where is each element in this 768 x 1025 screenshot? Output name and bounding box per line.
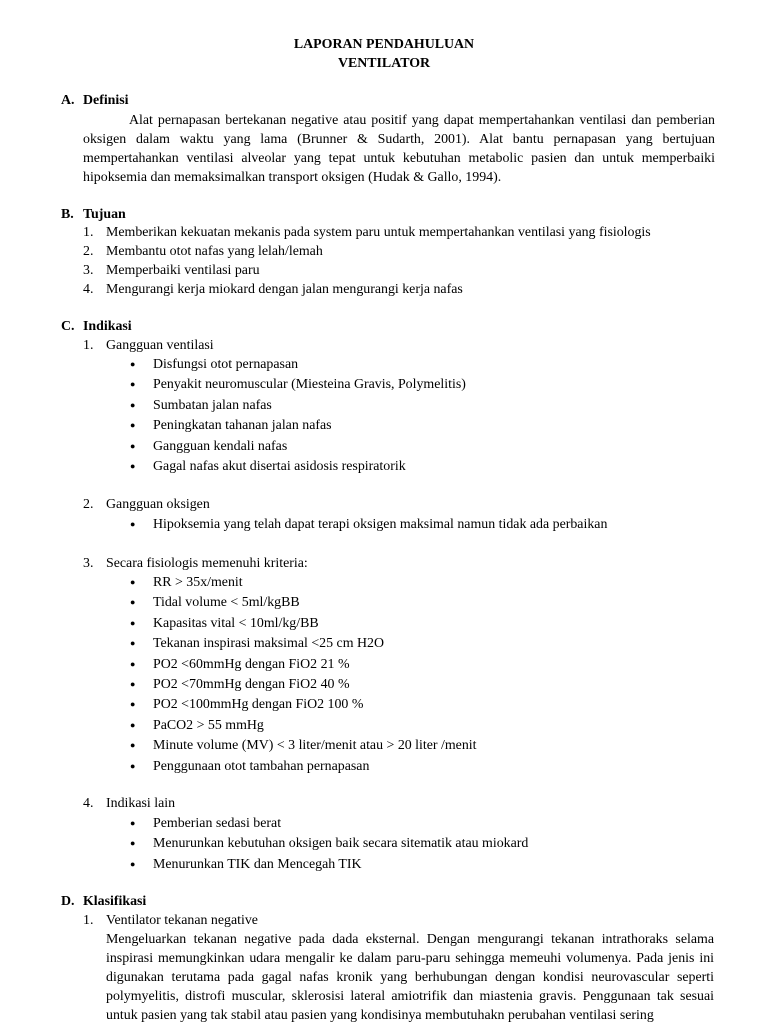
document-subtitle: VENTILATOR [337,56,431,71]
classification-item-heading [83,911,258,930]
bullet-item: ● PaCO2 > 55 mmHg [129,716,729,736]
item-number: 4. [83,796,94,811]
physiological-criteria-list [129,573,729,777]
section-b-heading [61,205,126,224]
section-title: Definisi [83,93,129,108]
item-text: Membantu otot nafas yang lelah/lemah [106,244,323,259]
section-title: Indikasi [83,319,132,334]
bullet-item: ● Tidal volume < 5ml/kgBB [129,593,729,613]
oxygen-disorder-list [129,515,729,535]
list-item [83,280,733,299]
bullet-item: ● Menurunkan kebutuhan oksigen baik secara sitematik atau miokard [129,834,729,854]
section-a-heading [61,91,129,110]
bullet-item: ● PO2 <60mmHg dengan FiO2 21 % [129,655,729,675]
bullet-item: ● Minute volume (MV) < 3 liter/menit atau > 20 liter /menit [129,736,729,756]
section-c-heading [61,317,132,336]
bullet-item: ● Pemberian sedasi berat [129,814,729,834]
definition-text: Alat pernapasan bertekanan negative atau positif yang dapat mempertahankan ventilasi dan pemberian oksigen dalam waktu yang lama (Brunner & Sudarth, 2001). Alat bantu pernapasan yang bertujuan mempertahankan ventilasi alveolar yang tepat untuk kebutuhan metabolic pasien dan untuk memperbaiki hipoksemia dan memaksimalkan transport oksigen (Hudak & Gallo, 1994). [83,113,715,185]
section-letter: C. [61,319,75,334]
group-label: Indikasi lain [106,796,176,811]
indication-group-heading [83,495,210,514]
item-number: 3. [83,263,94,278]
other-indications-list [129,814,729,875]
section-letter: D. [61,894,75,909]
bullet-item: ● Kapasitas vital < 10ml/kg/BB [129,614,729,634]
indication-group-heading [83,794,175,813]
item-number: 1. [83,225,94,240]
bullet-item: ● Penggunaan otot tambahan pernapasan [129,757,729,777]
goals-list [83,223,733,299]
section-title: Klasifikasi [83,894,147,909]
item-number: 2. [83,497,94,512]
bullet-item: ● Hipoksemia yang telah dapat terapi oksigen maksimal namun tidak ada perbaikan [129,515,729,535]
item-number: 1. [83,338,94,353]
definition-paragraph [83,111,715,187]
bullet-item: ● Menurunkan TIK dan Mencegah TIK [129,855,729,875]
item-number: 2. [83,244,94,259]
bullet-item: ● PO2 <100mmHg dengan FiO2 100 % [129,695,729,715]
section-letter: B. [61,207,74,222]
document-title: LAPORAN PENDAHULUAN [293,37,475,52]
ventilation-disorder-list [129,355,729,477]
bullet-item: ● Sumbatan jalan nafas [129,396,729,416]
group-label: Gangguan oksigen [106,497,210,512]
classification-paragraph: Mengeluarkan tekanan negative pada dada eksternal. Dengan mengurangi tekanan intrathoraks selama inspirasi memungkinkan udara mengalir ke dalam paru-paru sehingga memeuhi volumenya. Pada jenis ini digunakan terutama pada gagal nafas kronik yang berhubungan dengan kondisi neurovascular seperti polymyelitis, distrofi muscular, sklerosisi lateral amiotrifik dan miastenia gravis. Penggunaan tak sesuai untuk pasien yang tak stabil atau pasien yang kondisinya membutuhakn perubahan ventilasi sering [106,932,714,1023]
item-label: Ventilator tekanan negative [106,913,258,928]
bullet-item: ● PO2 <70mmHg dengan FiO2 40 % [129,675,729,695]
list-item [83,261,733,280]
bullet-item: ● Tekanan inspirasi maksimal <25 cm H2O [129,634,729,654]
list-item [83,223,733,242]
indication-group-heading [83,336,214,355]
bullet-item: ● Gangguan kendali nafas [129,437,729,457]
item-number: 4. [83,282,94,297]
item-number: 3. [83,556,94,571]
indication-group-heading [83,554,308,573]
item-text: Mengurangi kerja miokard dengan jalan mengurangi kerja nafas [106,282,463,297]
section-letter: A. [61,93,75,108]
item-text: Memberikan kekuatan mekanis pada system paru untuk mempertahankan ventilasi yang fisiologis [106,225,651,240]
group-label: Gangguan ventilasi [106,338,214,353]
bullet-item: ● Gagal nafas akut disertai asidosis respiratorik [129,457,729,477]
section-title: Tujuan [83,207,126,222]
group-label: Secara fisiologis memenuhi kriteria: [106,556,308,571]
bullet-item: ● RR > 35x/menit [129,573,729,593]
bullet-item: ● Penyakit neuromuscular (Miesteina Gravis, Polymelitis) [129,375,729,395]
bullet-item: ● Disfungsi otot pernapasan [129,355,729,375]
list-item [83,242,733,261]
bullet-item: ● Peningkatan tahanan jalan nafas [129,416,729,436]
item-number: 1. [83,913,94,928]
section-d-heading [61,892,146,911]
item-text: Memperbaiki ventilasi paru [106,263,260,278]
